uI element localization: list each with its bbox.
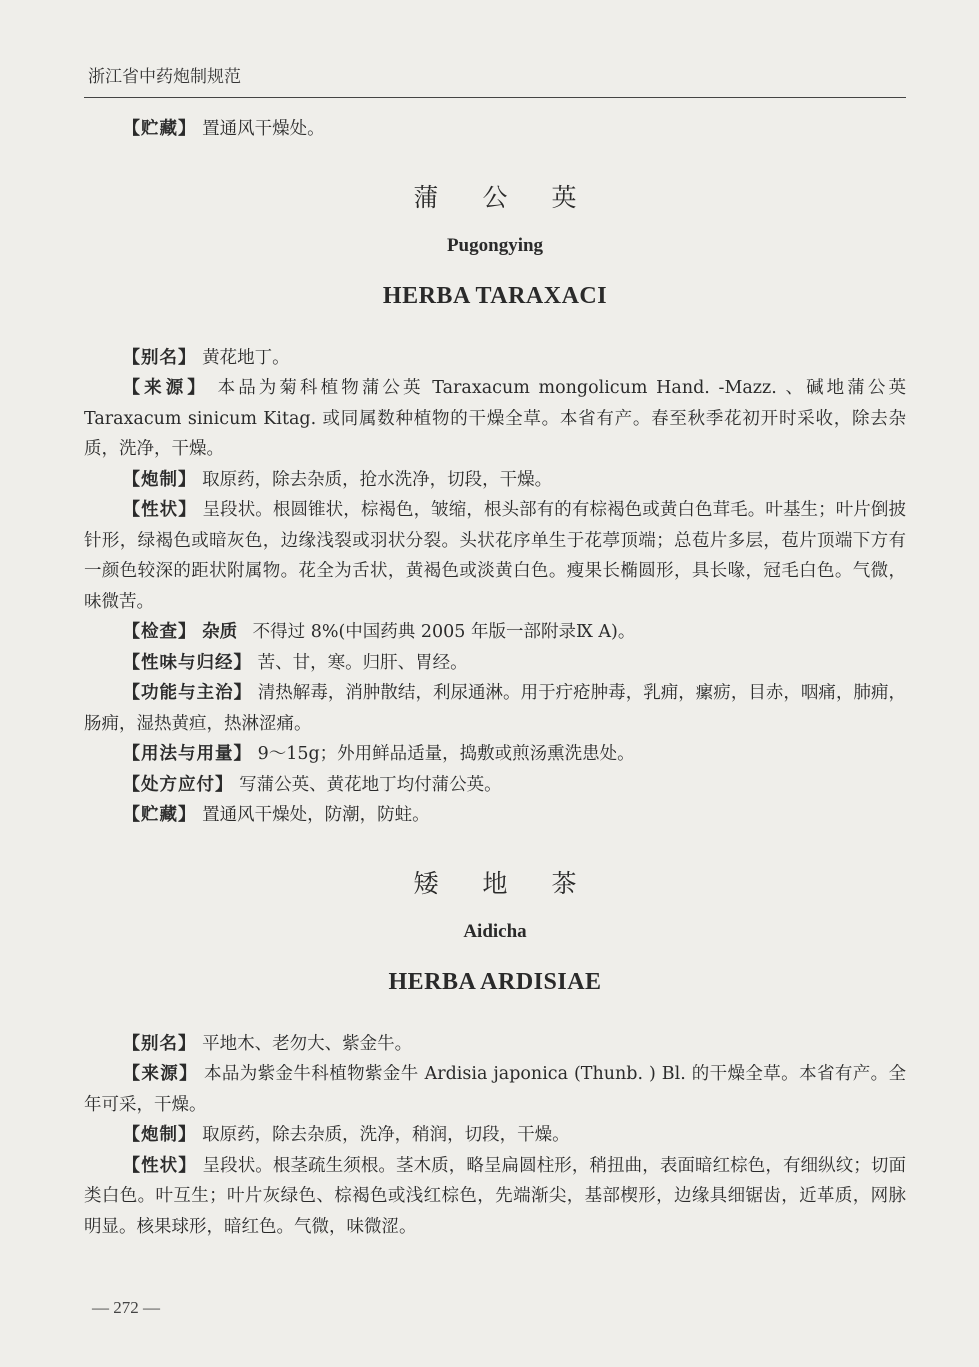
monograph-pugongying bbox=[84, 181, 906, 831]
section-tag: 【用法与用量】 bbox=[122, 744, 252, 764]
section-text: 置通风干燥处，防潮，防蛀。 bbox=[202, 805, 430, 825]
section-alias bbox=[84, 343, 906, 374]
section-tag: 【来源】 bbox=[122, 1064, 199, 1084]
section-tag: 【贮藏】 bbox=[122, 119, 197, 139]
section-text: 本品为菊科植物蒲公英 Taraxacum mongolicum Hand. -Mazz. 、碱地蒲公英 Taraxacum sinicum Kitag. 或同属数种植物的干燥全草。本省有产。春至秋季花初开时采收，除去杂质，洗净，干燥。 bbox=[84, 378, 906, 459]
section-subheading: 杂质 bbox=[202, 622, 238, 642]
section-text: 呈段状。根圆锥状，棕褐色，皱缩，根头部有的有棕褐色或黄白色茸毛。叶基生；叶片倒披针形，绿褐色或暗灰色，边缘浅裂或羽状分裂。头状花序单生于花葶顶端；总苞片多层，苞片顶端下方有一颜色较深的距状附属物。花全为舌状，黄褐色或淡黄白色。瘦果长椭圆形，具长喙，冠毛白色。气微，味微苦。 bbox=[84, 500, 906, 612]
section-functions bbox=[84, 678, 906, 739]
section-source bbox=[84, 1059, 906, 1120]
section-tag: 【来源】 bbox=[122, 378, 209, 398]
section-text: 呈段状。根茎疏生须根。茎木质，略呈扁圆柱形，稍扭曲，表面暗红棕色，有细纵纹；切面类白色。叶互生；叶片灰绿色、棕褐色或浅红棕色，先端渐尖，基部楔形，边缘具细锯齿，近革质，网脉明显。核果球形，暗红色。气微，味微涩。 bbox=[84, 1155, 906, 1237]
section-text: 不得过 8%(中国药典 2005 年版一部附录Ⅸ A)。 bbox=[252, 622, 636, 642]
section-text: 苦、甘，寒。归肝、胃经。 bbox=[257, 652, 468, 673]
section-tag: 【炮制】 bbox=[122, 1125, 197, 1145]
section-tag: 【性味与归经】 bbox=[122, 652, 252, 673]
section-tag: 【检查】 bbox=[122, 622, 197, 642]
section-processing bbox=[84, 1120, 906, 1151]
section-tag: 【别名】 bbox=[122, 347, 197, 368]
section-text: 置通风干燥处。 bbox=[202, 119, 325, 139]
monograph-pinyin: Aidicha bbox=[463, 920, 527, 942]
section-dosage bbox=[84, 739, 906, 770]
section-tag: 【别名】 bbox=[122, 1033, 197, 1054]
section-alias bbox=[84, 1029, 906, 1060]
section-inspection bbox=[84, 617, 906, 648]
monograph-latin: HERBA TARAXACI bbox=[382, 282, 608, 309]
section-description bbox=[84, 1151, 906, 1243]
section-text: 取原药，除去杂质，洗净，稍润，切段，干燥。 bbox=[202, 1125, 570, 1145]
section-tag: 【性状】 bbox=[122, 1155, 197, 1176]
section-source bbox=[84, 373, 906, 465]
section-tag: 【处方应付】 bbox=[122, 774, 234, 795]
page-body bbox=[84, 114, 906, 1242]
running-header: 浙江省中药炮制规范 bbox=[88, 67, 241, 87]
section-text: 写蒲公英、黄花地丁均付蒲公英。 bbox=[239, 774, 502, 795]
section-processing bbox=[84, 465, 906, 496]
section-text: 黄花地丁。 bbox=[202, 347, 290, 368]
section-storage bbox=[84, 800, 906, 831]
monograph-title-cn: 矮地茶 bbox=[413, 868, 621, 898]
monograph-title-cn: 蒲公英 bbox=[413, 182, 621, 212]
section-text: 平地木、老勿大、紫金牛。 bbox=[202, 1033, 413, 1054]
section-text: 清热解毒，消肿散结，利尿通淋。用于疔疮肿毒，乳痈，瘰疬，目赤，咽痛，肺痈，肠痈，湿热黄疸，热淋涩痛。 bbox=[84, 683, 907, 734]
monograph-latin: HERBA ARDISIAE bbox=[388, 968, 602, 995]
section-prescription bbox=[84, 770, 906, 801]
section-tag: 【功能与主治】 bbox=[122, 683, 253, 703]
section-text: 9～15g；外用鲜品适量，捣敷或煎汤熏洗患处。 bbox=[257, 744, 635, 764]
section-flavor-meridian bbox=[84, 648, 906, 679]
section-tag: 【贮藏】 bbox=[122, 805, 197, 825]
section-tag: 【炮制】 bbox=[122, 469, 197, 490]
monograph-pinyin: Pugongying bbox=[446, 234, 544, 256]
section-tag: 【性状】 bbox=[122, 500, 197, 520]
section-text: 本品为紫金牛科植物紫金牛 Ardisia japonica (Thunb. ) Bl. 的干燥全草。本省有产。全年可采，干燥。 bbox=[84, 1064, 906, 1115]
section-description bbox=[84, 495, 906, 617]
monograph-aidicha bbox=[84, 867, 906, 1243]
section-text: 取原药，除去杂质，抢水洗净，切段，干燥。 bbox=[202, 469, 553, 490]
header-rule bbox=[84, 97, 906, 98]
top-storage-entry bbox=[84, 114, 906, 145]
page-number: — 272 — bbox=[92, 1298, 160, 1317]
